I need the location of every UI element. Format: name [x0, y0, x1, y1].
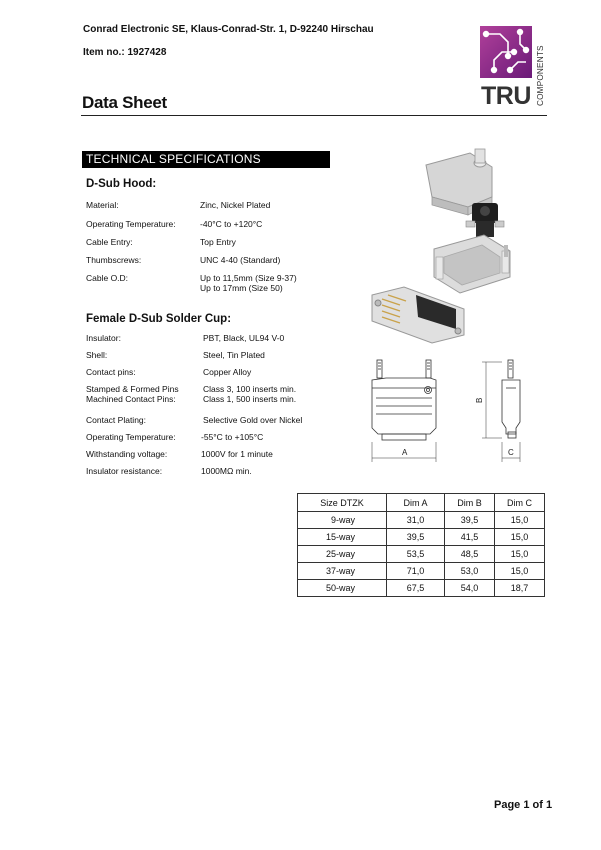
hood-thumbscrews-label: Thumbscrews: — [86, 255, 142, 265]
hood-entry-label: Cable Entry: — [86, 237, 133, 247]
dim-a-label: A — [402, 448, 408, 457]
cup-temp-label: Operating Temperature: — [86, 432, 176, 442]
cup-section-title: Female D-Sub Solder Cup: — [86, 313, 232, 325]
table-row — [298, 546, 545, 563]
cup-contact-pins-value: Copper Alloy — [203, 367, 252, 377]
table-row — [298, 512, 545, 529]
dimensions-table — [297, 493, 545, 597]
table-cell-dim-b: 39,5 — [445, 512, 495, 529]
front-view — [372, 360, 436, 462]
company-address: Conrad Electronic SE, Klaus-Conrad-Str. 1, D-92240 Hirschau — [83, 24, 374, 35]
table-cell-dim-a: 39,5 — [387, 529, 445, 546]
hood-material-label: Material: — [86, 200, 119, 210]
dim-c-label: C — [508, 448, 514, 457]
table-cell-dim-b: 53,0 — [445, 563, 495, 580]
table-cell-dim-a: 67,5 — [387, 580, 445, 597]
cup-voltage-value: 1000V for 1 minute — [201, 449, 273, 459]
table-cell-size: 25-way — [298, 546, 387, 563]
table-cell-dim-a: 53,5 — [387, 546, 445, 563]
product-photo — [360, 145, 535, 345]
header-divider — [81, 115, 547, 116]
hood-material-value: Zinc, Nickel Plated — [200, 200, 271, 210]
col-header-dim-b: Dim B — [445, 494, 495, 512]
table-cell-dim-c: 18,7 — [495, 580, 545, 597]
cup-insulator-label: Insulator: — [86, 333, 121, 343]
cup-pin-class-label — [86, 384, 179, 404]
table-cell-dim-b: 41,5 — [445, 529, 495, 546]
cup-insulator-value: PBT, Black, UL94 V-0 — [203, 333, 285, 343]
cup-stamped-value: Class 3, 100 inserts min. — [203, 384, 297, 394]
table-cell-dim-c: 15,0 — [495, 546, 545, 563]
cup-plating-label: Contact Plating: — [86, 415, 147, 425]
logo-wordmark: TRU — [481, 82, 531, 108]
cup-resistance-label: Insulator resistance: — [86, 466, 163, 476]
table-cell-size: 50-way — [298, 580, 387, 597]
item-number: Item no.: 1927428 — [83, 47, 167, 58]
hood-section-title: D-Sub Hood: — [86, 178, 157, 190]
col-header-dim-c: Dim C — [495, 494, 545, 512]
table-row — [298, 529, 545, 546]
table-row — [298, 580, 545, 597]
table-cell-dim-b: 48,5 — [445, 546, 495, 563]
page-title: Data Sheet — [82, 93, 167, 112]
cup-shell-label: Shell: — [86, 350, 108, 360]
cup-voltage-label: Withstanding voltage: — [86, 449, 168, 459]
cup-machined-label: Machined Contact Pins: — [86, 394, 176, 404]
hood-cable-od-label: Cable O.D: — [86, 273, 129, 283]
cup-shell-value: Steel, Tin Plated — [203, 350, 265, 360]
dim-b-label: B — [475, 397, 484, 403]
dimension-drawing — [370, 358, 550, 470]
hood-entry-value: Top Entry — [200, 237, 236, 247]
cup-pin-class-value — [203, 384, 296, 404]
cup-contact-pins-label: Contact pins: — [86, 367, 136, 377]
cup-temp-value: -55°C to +105°C — [201, 432, 264, 442]
hood-temp-label: Operating Temperature: — [86, 219, 176, 229]
dsub-connector-image — [372, 287, 464, 343]
cup-machined-value: Class 1, 500 inserts min. — [203, 394, 297, 404]
hood-base-image — [434, 235, 510, 293]
cup-stamped-label: Stamped & Formed Pins — [86, 384, 179, 394]
col-header-dim-a: Dim A — [387, 494, 445, 512]
table-cell-size: 9-way — [298, 512, 387, 529]
table-cell-dim-b: 54,0 — [445, 580, 495, 597]
tru-components-logo — [480, 26, 548, 108]
side-view — [482, 360, 520, 462]
hood-cable-od-value — [200, 273, 297, 293]
table-cell-size: 37-way — [298, 563, 387, 580]
logo-subtext: COMPONENTS — [536, 45, 545, 106]
hood-cable-od-line1: Up to 11,5mm (Size 9-37) — [200, 273, 297, 283]
table-cell-dim-c: 15,0 — [495, 563, 545, 580]
hood-cable-od-line2: Up to 17mm (Size 50) — [200, 283, 283, 293]
hood-temp-value: -40°C to +120°C — [200, 219, 263, 229]
page-number: Page 1 of 1 — [494, 799, 553, 811]
table-cell-dim-c: 15,0 — [495, 512, 545, 529]
table-row — [298, 563, 545, 580]
hood-thumbscrews-value: UNC 4-40 (Standard) — [200, 255, 281, 265]
table-cell-dim-a: 71,0 — [387, 563, 445, 580]
table-cell-dim-c: 15,0 — [495, 529, 545, 546]
table-header-row — [298, 494, 545, 512]
tech-specs-heading: TECHNICAL SPECIFICATIONS — [82, 151, 330, 168]
logo-graphic — [480, 26, 548, 108]
cup-plating-value: Selective Gold over Nickel — [203, 415, 303, 425]
cup-resistance-value: 1000MΩ min. — [201, 466, 252, 476]
table-cell-size: 15-way — [298, 529, 387, 546]
table-cell-dim-a: 31,0 — [387, 512, 445, 529]
col-header-size: Size DTZK — [298, 494, 387, 512]
